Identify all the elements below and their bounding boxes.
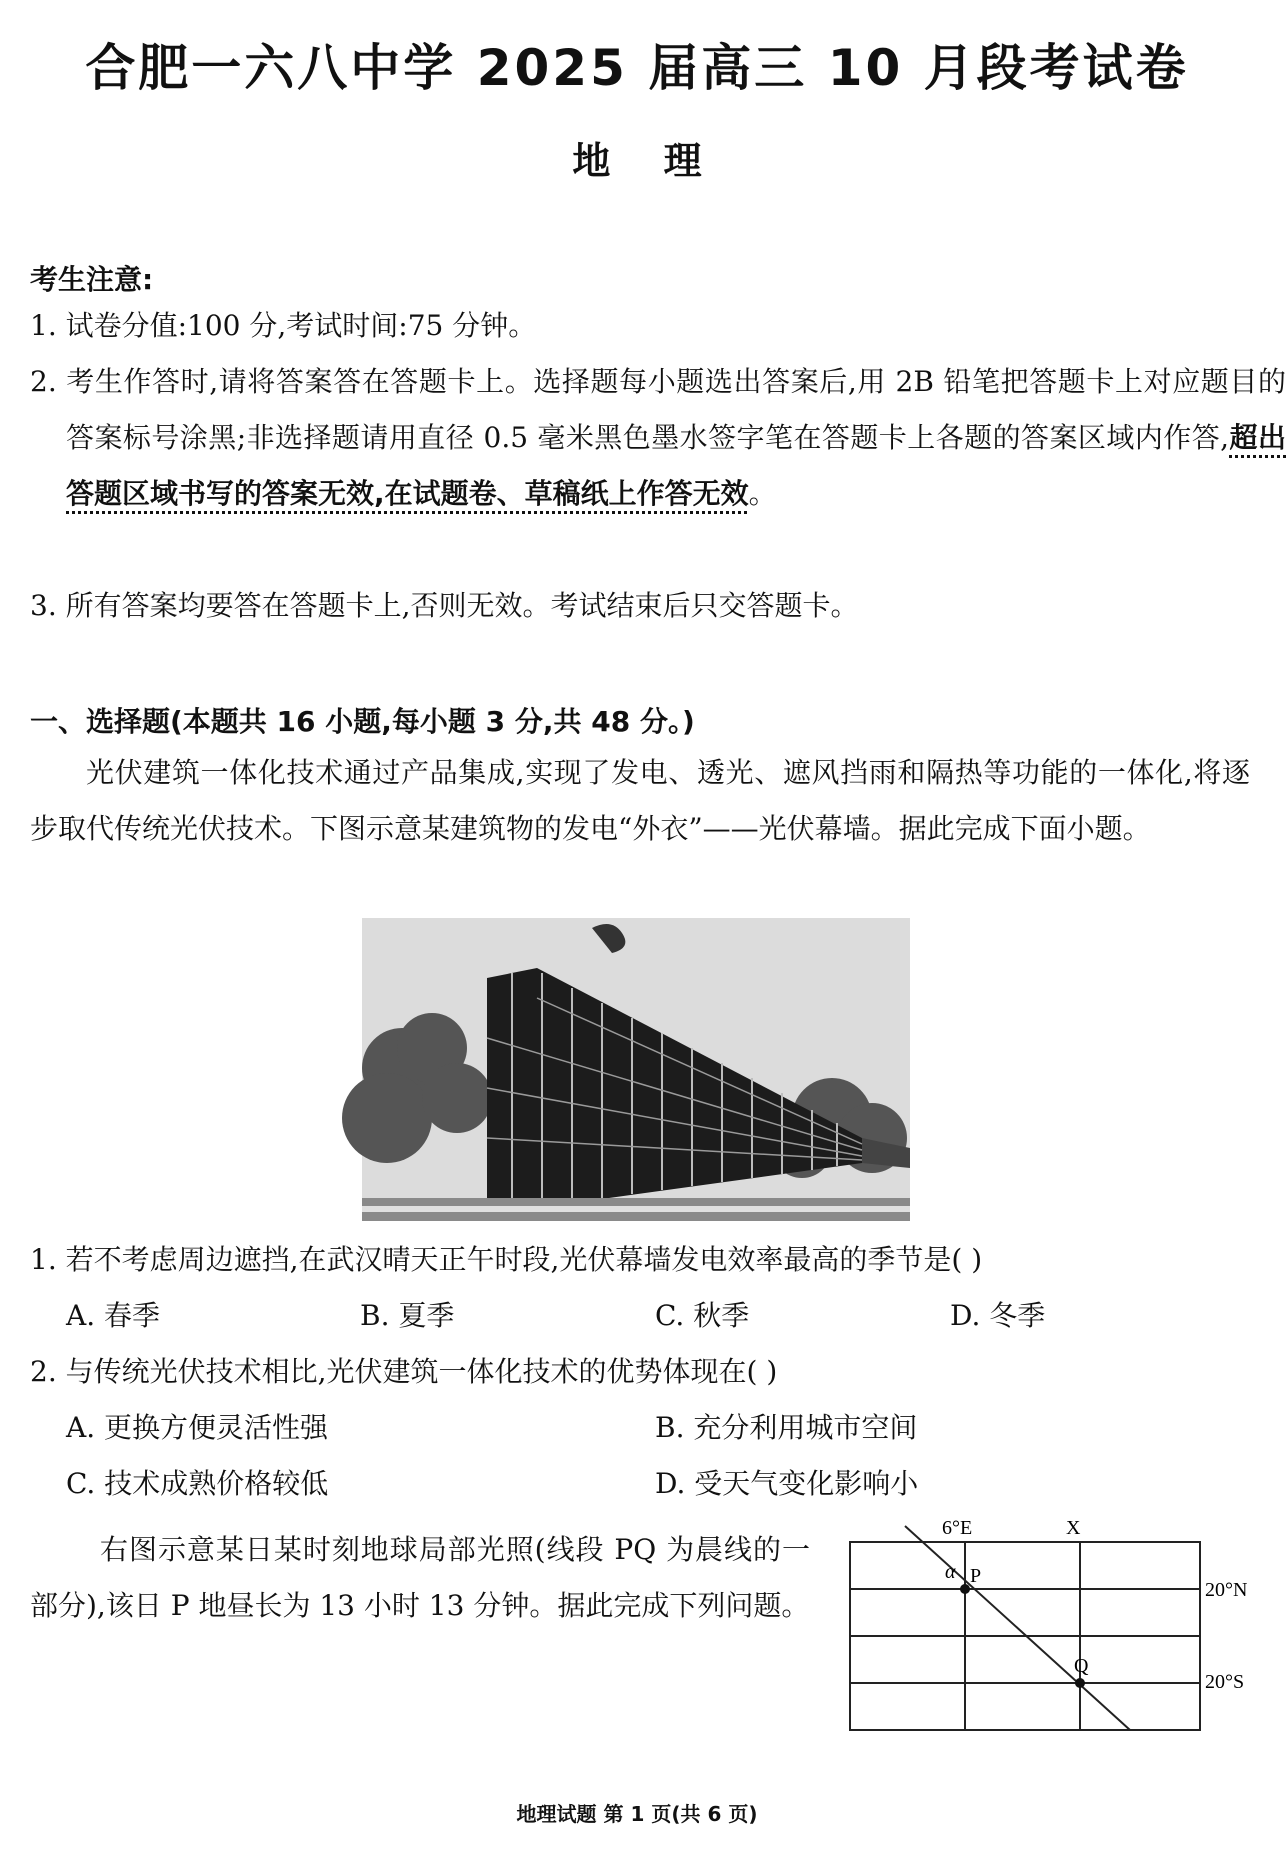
passage-intro: 光伏建筑一体化技术通过产品集成,实现了发电、透光、遮风挡雨和隔热等功能的一体化,将逐步取代传统光伏技术。下图示意某建筑物的发电“外衣”——光伏幕墙。据此完成下面小题。 <box>30 756 1250 845</box>
section-heading: 一、选择题(本题共 16 小题,每小题 3 分,共 48 分。) <box>30 705 695 738</box>
point-p-label: P <box>970 1565 982 1587</box>
notice-item-3: 3. 所有答案均要答在答题卡上,否则无效。考试结束后只交答题卡。 <box>30 589 859 622</box>
alpha-label: α <box>945 1561 956 1583</box>
question-1-option-a[interactable]: A. 春季 <box>66 1299 161 1332</box>
question-2-option-c[interactable]: C. 技术成熟价格较低 <box>66 1467 329 1500</box>
question-1-stem: 1. 若不考虑周边遮挡,在武汉晴天正午时段,光伏幕墙发电效率最高的季节是( ) <box>30 1243 983 1276</box>
notice-item-2-text: 2. 考生作答时,请将答案答在答题卡上。选择题每小题选出答案后,用 2B 铅笔把答题卡上对应题目的答案标号涂黑;非选择题请用直径 0.5 毫米黑色墨水签字笔在答题卡上各题的答案区域内作答, <box>30 365 1286 454</box>
lat-20s-label: 20°S <box>1205 1671 1245 1693</box>
notice-item-2-emphasis: 超出答题区域书写的答案无效,在试题卷、草稿纸上作答无效 <box>66 421 1286 510</box>
building-photo <box>362 918 910 1221</box>
question-2-stem: 2. 与传统光伏技术相比,光伏建筑一体化技术的优势体现在( ) <box>30 1355 778 1388</box>
point-q-label: Q <box>1074 1655 1089 1677</box>
question-2-option-a[interactable]: A. 更换方便灵活性强 <box>66 1411 329 1444</box>
question-1-option-c[interactable]: C. 秋季 <box>655 1299 750 1332</box>
notice-item-2-end: 。 <box>748 477 777 510</box>
question-1-option-b[interactable]: B. 夏季 <box>360 1299 455 1332</box>
page-footer: 地理试题 第 1 页(共 6 页) <box>516 1802 758 1826</box>
lat-20n-label: 20°N <box>1205 1579 1248 1601</box>
notice-item-2 <box>30 354 1286 522</box>
map-intro: 右图示意某日某时刻地球局部光照(线段 PQ 为晨线的一部分),该日 P 地昼长为 13 小时 13 分钟。据此完成下列问题。 <box>30 1533 810 1622</box>
longitude-label: 6°E <box>942 1517 973 1539</box>
question-2-option-b[interactable]: B. 充分利用城市空间 <box>655 1411 918 1444</box>
notice-item-1: 1. 试卷分值:100 分,考试时间:75 分钟。 <box>30 309 537 342</box>
x-label: X <box>1066 1517 1081 1539</box>
exam-title: 合肥一六八中学 2025 届高三 10 月段考试卷 <box>85 39 1189 97</box>
notice-heading: 考生注意: <box>30 263 154 296</box>
subject-title: 地 理 <box>572 139 702 183</box>
terminator-diagram <box>830 1512 1250 1742</box>
question-2-option-d[interactable]: D. 受天气变化影响小 <box>655 1467 919 1500</box>
question-1-option-d[interactable]: D. 冬季 <box>950 1299 1046 1332</box>
